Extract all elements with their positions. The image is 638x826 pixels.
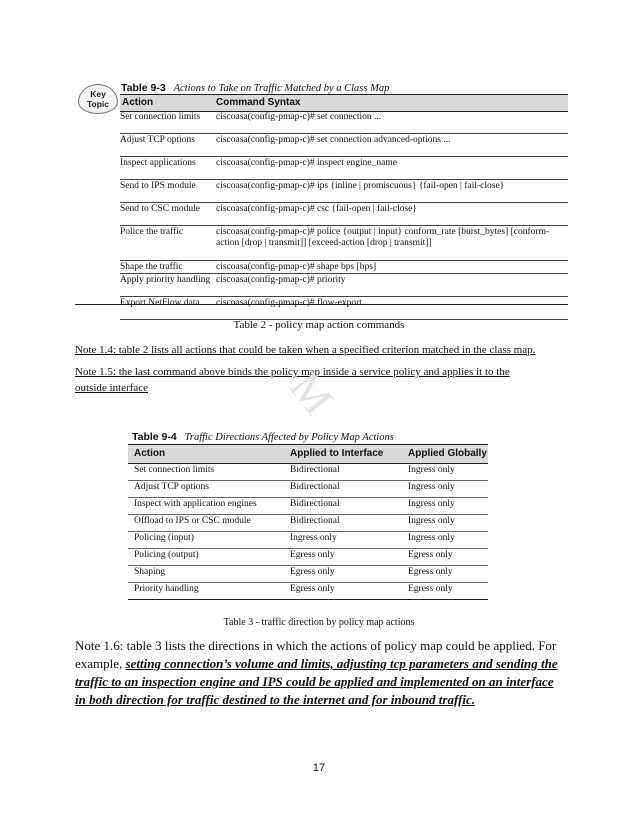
row-syntax: ciscoasa(config-pmap-c)# priority <box>216 275 346 285</box>
note-1-5: Note 1.5: the last command above binds the policy map inside a service policy and applies it to the outside interface <box>75 366 510 394</box>
section-divider <box>75 304 568 305</box>
header-applied-globally: Applied Globally <box>408 448 487 459</box>
table-9-4-header <box>128 444 488 464</box>
cell-global: Egress only <box>408 550 453 560</box>
table-9-3-caption: Actions to Take on Traffic Matched by a Class Map <box>173 83 390 94</box>
cell-action: Adjust TCP options <box>134 482 209 492</box>
row-syntax: ciscoasa(config-pmap-c)# shape bps [bps] <box>216 262 377 272</box>
cell-interface: Bidirectional <box>290 499 340 509</box>
cell-interface: Egress only <box>290 550 335 560</box>
table-row <box>120 157 568 180</box>
cell-interface: Egress only <box>290 584 335 594</box>
page-number: 17 <box>312 762 326 774</box>
cell-global: Ingress only <box>408 499 455 509</box>
table-2-caption: Table 2 - policy map action commands <box>233 319 405 331</box>
row-syntax: ciscoasa(config-pmap-c)# inspect engine_name <box>216 158 397 168</box>
table-row <box>120 203 568 226</box>
header-action: Action <box>122 97 154 108</box>
table-row <box>128 463 488 481</box>
row-syntax: ciscoasa(config-pmap-c)# set connection ... <box>216 112 382 122</box>
note-1-6-lead: Note 1.6: table 3 lists the directions in which the actions of policy map could be applied. For example, <box>75 638 557 671</box>
table-9-3-title <box>121 82 389 94</box>
table-row <box>120 180 568 203</box>
row-action: Send to CSC module <box>120 204 200 214</box>
row-action: Apply priority handling <box>120 275 211 285</box>
cell-global: Egress only <box>408 584 453 594</box>
cell-global: Ingress only <box>408 482 455 492</box>
table-9-3-number: Table 9-3 <box>121 82 166 94</box>
table-row <box>120 274 568 297</box>
cell-action: Offload to IPS or CSC module <box>134 516 251 526</box>
cell-interface: Ingress only <box>290 533 337 543</box>
table-row <box>128 582 488 600</box>
cell-action: Inspect with application engines <box>134 499 257 509</box>
cell-action: Set connection limits <box>134 465 215 475</box>
cell-global: Ingress only <box>408 465 455 475</box>
table-9-4-caption: Traffic Directions Affected by Policy Map Actions <box>184 432 394 443</box>
row-action: Shape the traffic <box>120 262 183 272</box>
key-topic-badge: Key Topic <box>78 84 118 114</box>
cell-action: Priority handling <box>134 584 199 594</box>
table-3-caption: Table 3 - traffic direction by policy map actions <box>223 617 415 628</box>
cell-action: Shaping <box>134 567 166 577</box>
table-9-3-header <box>120 94 568 112</box>
table-row <box>120 134 568 157</box>
cell-global: Egress only <box>408 567 453 577</box>
note-1-6-emphasis: setting connection’s volume and limits, adjusting tcp parameters and sending the traffic to an inspection engine and IPS could be applied and implemented on an interface in both direction for traffic destined to the internet and for inbound traffic. <box>75 656 558 707</box>
row-syntax: ciscoasa(config-pmap-c)# ips {inline | promiscuous} {fail-open | fail-close} <box>216 181 505 191</box>
table-row <box>120 111 568 134</box>
row-syntax: ciscoasa(config-pmap-c)# flow-export ... <box>216 298 372 308</box>
row-syntax: ciscoasa(config-pmap-c)# csc {fail-open | fail-close} <box>216 204 417 214</box>
cell-interface: Bidirectional <box>290 516 340 526</box>
table-row <box>128 514 488 532</box>
cell-interface: Egress only <box>290 567 335 577</box>
note-1-4: Note 1.4: table 2 lists all actions that could be taken when a specified criterion matched in the class map. <box>75 344 536 356</box>
table-9-4-number: Table 9-4 <box>132 431 177 443</box>
cell-global: Ingress only <box>408 516 455 526</box>
cell-global: Ingress only <box>408 533 455 543</box>
cell-interface: Bidirectional <box>290 465 340 475</box>
header-action: Action <box>134 448 166 459</box>
table-row <box>120 261 568 274</box>
note-1-6 <box>75 637 565 709</box>
row-action: Set connection limits <box>120 112 201 122</box>
watermark: M <box>280 363 343 424</box>
row-action: Inspect applications <box>120 158 196 168</box>
cell-action: Policing (input) <box>134 533 194 543</box>
table-row <box>120 226 568 261</box>
table-row <box>128 531 488 549</box>
table-9-4-title <box>132 431 394 443</box>
row-syntax: ciscoasa(config-pmap-c)# set connection advanced-options ... <box>216 135 451 145</box>
row-action: Send to IPS module <box>120 181 196 191</box>
row-action: Adjust TCP options <box>120 135 195 145</box>
row-action: Export NetFlow data <box>120 298 200 308</box>
table-row <box>128 565 488 583</box>
header-applied-to-interface: Applied to Interface <box>290 448 384 459</box>
header-command-syntax: Command Syntax <box>216 97 301 108</box>
row-action: Police the traffic <box>120 227 184 237</box>
row-syntax: ciscoasa(config-pmap-c)# police {output | input} conform_rate [burst_bytes] [conform-action [drop | transmit]] [exceed-action [drop | transmit]] <box>216 227 550 248</box>
cell-action: Policing (output) <box>134 550 199 560</box>
table-row <box>128 497 488 515</box>
table-row <box>128 548 488 566</box>
cell-interface: Bidirectional <box>290 482 340 492</box>
table-row <box>128 480 488 498</box>
table-row <box>120 297 568 320</box>
